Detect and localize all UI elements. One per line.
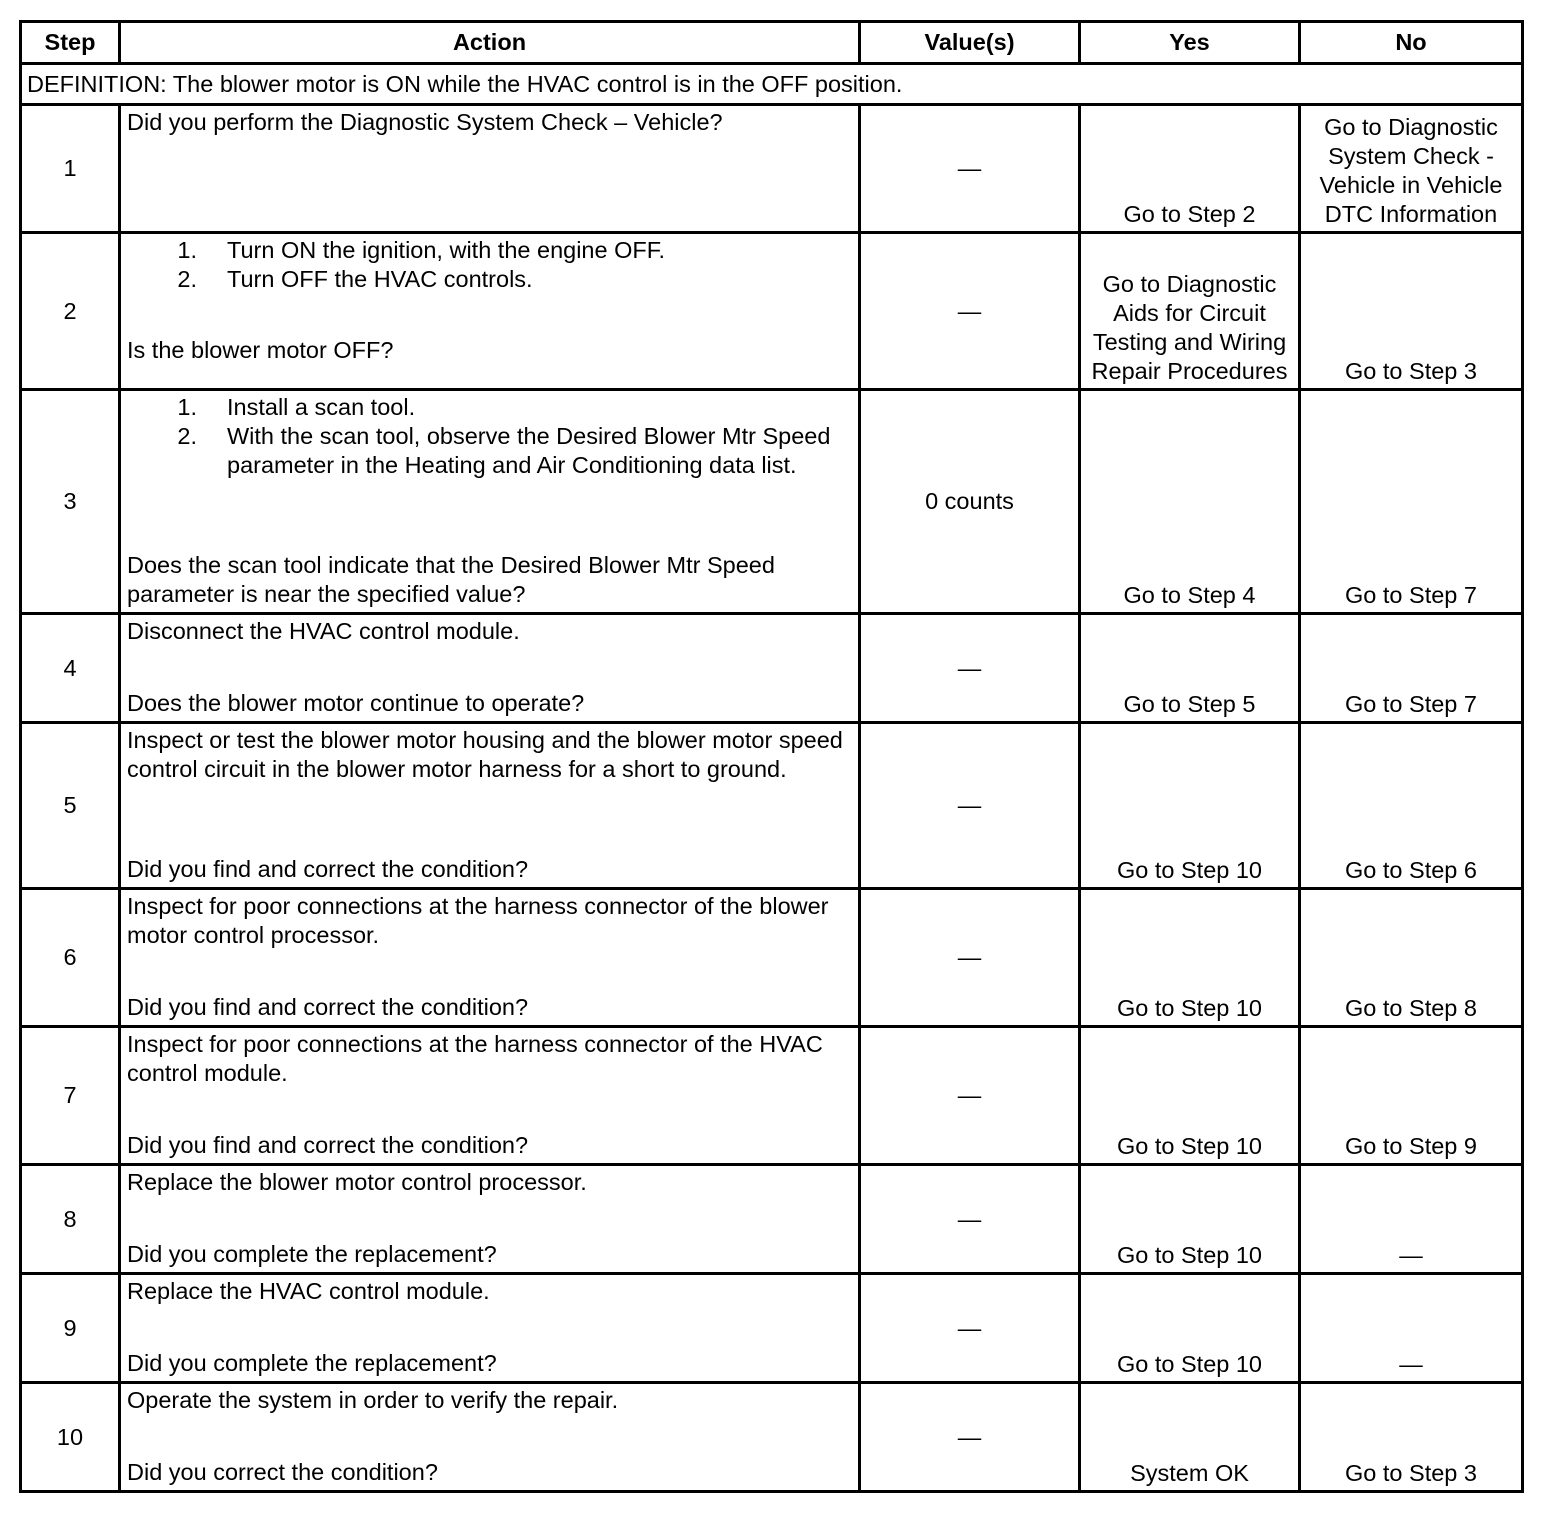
- step-number: 4: [21, 614, 120, 723]
- step-number: 6: [21, 889, 120, 1027]
- action-cell: [120, 1383, 860, 1492]
- value-cell: —: [860, 1027, 1080, 1165]
- yes-cell: Go to Step 5: [1080, 614, 1300, 723]
- header-action: Action: [120, 22, 860, 64]
- action-cell: [120, 889, 860, 1027]
- action-cell: [120, 105, 860, 233]
- action-intro: Replace the HVAC control module.: [127, 1278, 490, 1304]
- header-yes: Yes: [1080, 22, 1300, 64]
- action-intro: Inspect or test the blower motor housing and the blower motor speed control circuit in the blower motor harness for a short to ground.: [127, 727, 843, 782]
- no-cell: Go to Diagnostic System Check - Vehicle in Vehicle DTC Information: [1300, 105, 1523, 233]
- definition-row: [21, 64, 1523, 105]
- table-row: [21, 390, 1523, 614]
- table-row: [21, 723, 1523, 889]
- yes-cell: Go to Step 10: [1080, 723, 1300, 889]
- value-cell: —: [860, 889, 1080, 1027]
- instruction-item: 2. Turn OFF the HVAC controls.: [177, 266, 533, 292]
- value-cell: —: [860, 723, 1080, 889]
- action-intro: Inspect for poor connections at the harness connector of the HVAC control module.: [127, 1031, 823, 1086]
- step-number: 5: [21, 723, 120, 889]
- no-cell: Go to Step 3: [1300, 233, 1523, 390]
- no-cell: Go to Step 9: [1300, 1027, 1523, 1165]
- no-cell: Go to Step 7: [1300, 614, 1523, 723]
- no-cell: Go to Step 7: [1300, 390, 1523, 614]
- action-question: Did you complete the replacement?: [127, 1350, 497, 1376]
- no-cell: —: [1300, 1274, 1523, 1383]
- action-intro: Replace the blower motor control processor.: [127, 1169, 587, 1195]
- definition-text: DEFINITION: The blower motor is ON while the HVAC control is in the OFF position.: [21, 64, 1523, 105]
- step-number: 9: [21, 1274, 120, 1383]
- table-row: [21, 1027, 1523, 1165]
- header-no: No: [1300, 22, 1523, 64]
- action-question: Did you find and correct the condition?: [127, 994, 529, 1020]
- action-question: Did you perform the Diagnostic System Check – Vehicle?: [127, 109, 723, 135]
- action-question: Did you find and correct the condition?: [127, 856, 529, 882]
- table-row: [21, 889, 1523, 1027]
- table-row: [21, 1165, 1523, 1274]
- action-question: Did you find and correct the condition?: [127, 1132, 529, 1158]
- step-number: 8: [21, 1165, 120, 1274]
- action-intro: Disconnect the HVAC control module.: [127, 618, 520, 644]
- yes-cell: Go to Step 10: [1080, 1274, 1300, 1383]
- diagnostic-table: [19, 20, 1524, 1493]
- action-question: Is the blower motor OFF?: [127, 337, 394, 363]
- yes-cell: Go to Step 2: [1080, 105, 1300, 233]
- value-cell: 0 counts: [860, 390, 1080, 614]
- yes-cell: Go to Step 4: [1080, 390, 1300, 614]
- header-row: [21, 22, 1523, 64]
- action-question: Does the scan tool indicate that the Desired Blower Mtr Speed parameter is near the specified value?: [127, 552, 775, 607]
- action-intro: Operate the system in order to verify the repair.: [127, 1387, 619, 1413]
- no-cell: Go to Step 8: [1300, 889, 1523, 1027]
- value-cell: —: [860, 1274, 1080, 1383]
- yes-cell: System OK: [1080, 1383, 1300, 1492]
- no-cell: —: [1300, 1165, 1523, 1274]
- instruction-list: [127, 236, 852, 294]
- table-row: [21, 1383, 1523, 1492]
- yes-cell: Go to Step 10: [1080, 1027, 1300, 1165]
- action-cell: [120, 390, 860, 614]
- table-row: [21, 233, 1523, 390]
- no-cell: Go to Step 3: [1300, 1383, 1523, 1492]
- yes-cell: Go to Diagnostic Aids for Circuit Testing and Wiring Repair Procedures: [1080, 233, 1300, 390]
- value-cell: —: [860, 614, 1080, 723]
- action-cell: [120, 723, 860, 889]
- step-number: 7: [21, 1027, 120, 1165]
- action-cell: [120, 1274, 860, 1383]
- action-question: Did you complete the replacement?: [127, 1241, 497, 1267]
- value-cell: —: [860, 1165, 1080, 1274]
- step-number: 1: [21, 105, 120, 233]
- table-row: [21, 1274, 1523, 1383]
- no-cell: Go to Step 6: [1300, 723, 1523, 889]
- header-values: Value(s): [860, 22, 1080, 64]
- instruction-list: [127, 393, 852, 480]
- yes-cell: Go to Step 10: [1080, 1165, 1300, 1274]
- instruction-item: 1. Install a scan tool.: [177, 394, 416, 420]
- value-cell: —: [860, 105, 1080, 233]
- step-number: 10: [21, 1383, 120, 1492]
- step-number: 3: [21, 390, 120, 614]
- action-question: Did you correct the condition?: [127, 1459, 438, 1485]
- action-question: Does the blower motor continue to operate?: [127, 690, 585, 716]
- yes-cell: Go to Step 10: [1080, 889, 1300, 1027]
- table-row: [21, 614, 1523, 723]
- table-row: [21, 105, 1523, 233]
- action-cell: [120, 614, 860, 723]
- value-cell: —: [860, 1383, 1080, 1492]
- action-intro: Inspect for poor connections at the harness connector of the blower motor control processor.: [127, 893, 829, 948]
- instruction-item: 1. Turn ON the ignition, with the engine OFF.: [177, 237, 666, 263]
- action-cell: [120, 1165, 860, 1274]
- action-cell: [120, 233, 860, 390]
- instruction-item: 2. With the scan tool, observe the Desired Blower Mtr Speed parameter in the Heating and Air Conditioning data list.: [177, 423, 831, 478]
- step-number: 2: [21, 233, 120, 390]
- action-cell: [120, 1027, 860, 1165]
- header-step: Step: [21, 22, 120, 64]
- value-cell: —: [860, 233, 1080, 390]
